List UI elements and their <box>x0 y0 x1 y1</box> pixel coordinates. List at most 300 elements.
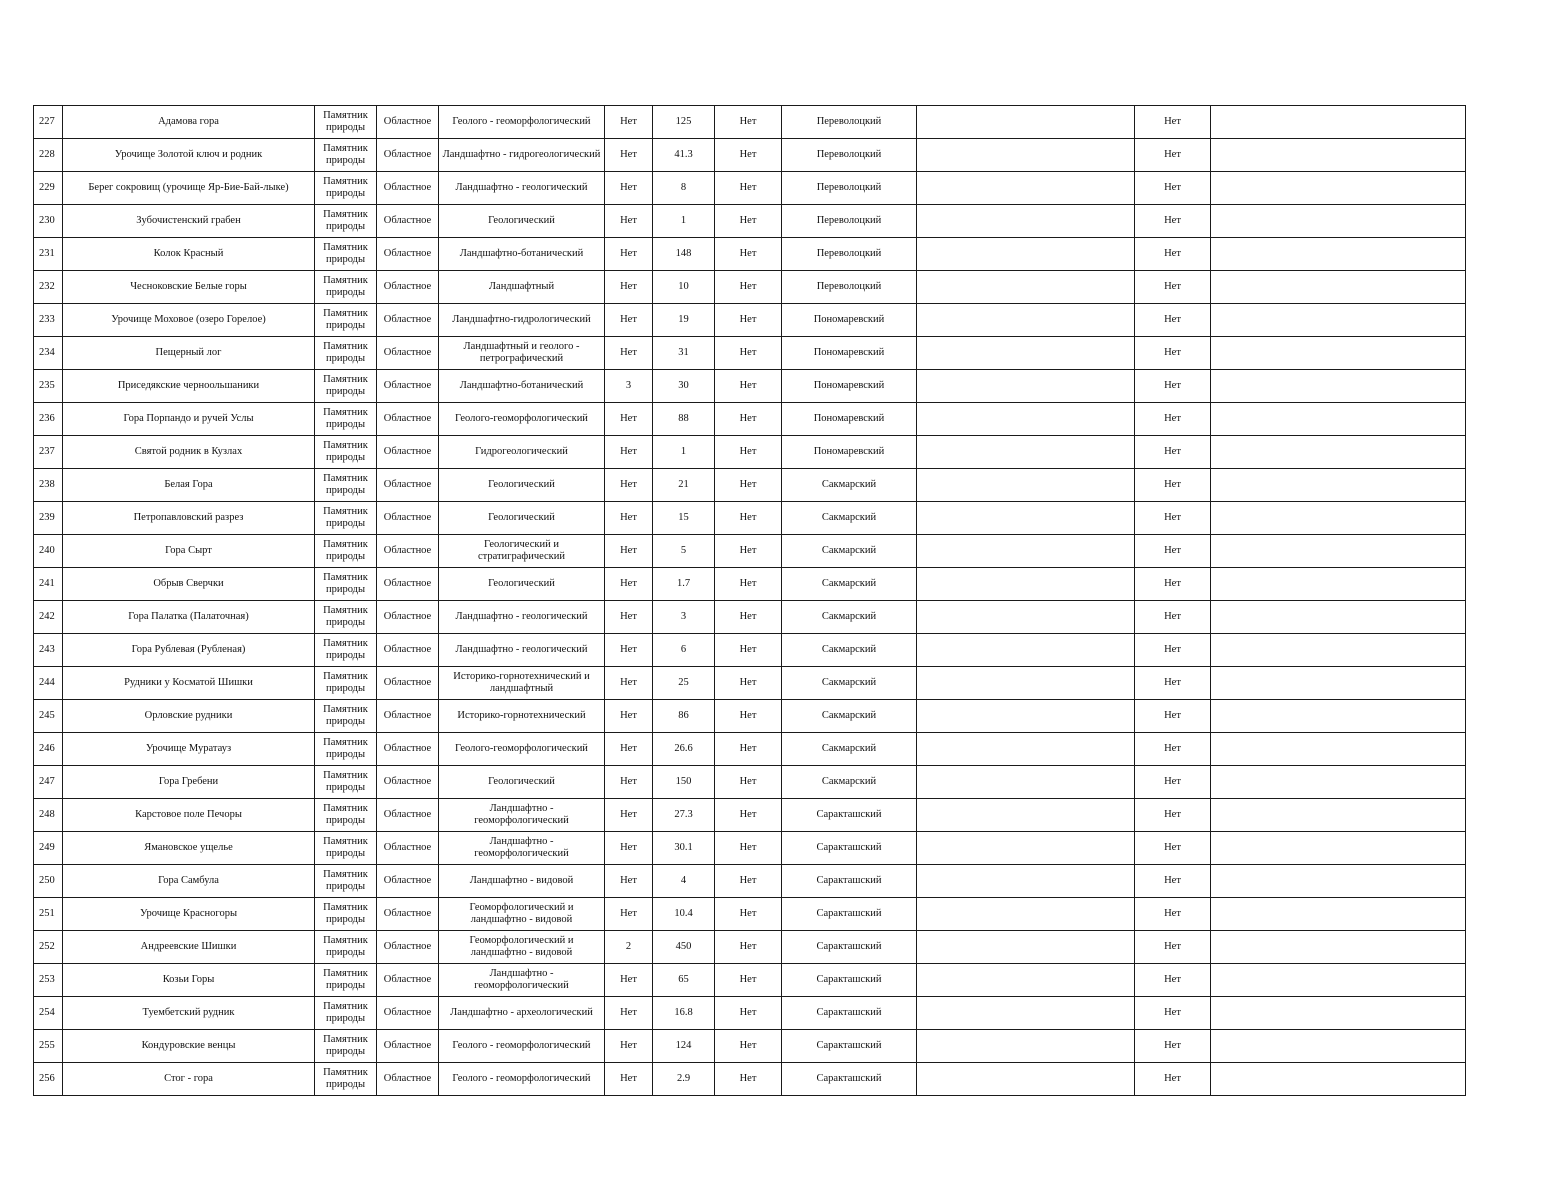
flag-cell: Нет <box>715 898 782 931</box>
flag-cell: Нет <box>715 271 782 304</box>
row-number: 253 <box>34 964 63 997</box>
row-number: 234 <box>34 337 63 370</box>
extra-cell <box>1211 700 1466 733</box>
district-cell: Сакмарский <box>782 634 917 667</box>
area-cell: 150 <box>653 766 715 799</box>
status-cell: Областное <box>377 337 439 370</box>
notes-cell <box>917 106 1135 139</box>
notes-cell <box>917 568 1135 601</box>
table-row <box>34 535 1466 568</box>
notes-cell <box>917 1063 1135 1096</box>
flag-cell: Нет <box>715 436 782 469</box>
flag-cell: Нет <box>715 931 782 964</box>
area-cell: 27.3 <box>653 799 715 832</box>
row-number: 255 <box>34 1030 63 1063</box>
profile-cell: Ландшафтно - видовой <box>439 865 605 898</box>
profile-cell: Ландшафтно - геоморфологический <box>439 964 605 997</box>
monument-name: Козьи Горы <box>63 964 315 997</box>
row-number: 236 <box>34 403 63 436</box>
flag-cell: Нет <box>715 865 782 898</box>
table-row <box>34 766 1466 799</box>
count-cell: Нет <box>605 997 653 1030</box>
category-cell: Памятник природы <box>315 337 377 370</box>
extra-cell <box>1211 931 1466 964</box>
count-cell: Нет <box>605 865 653 898</box>
notes-cell <box>917 469 1135 502</box>
status-flag-cell: Нет <box>1135 370 1211 403</box>
area-cell: 31 <box>653 337 715 370</box>
status-cell: Областное <box>377 931 439 964</box>
status-cell: Областное <box>377 172 439 205</box>
status-flag-cell: Нет <box>1135 271 1211 304</box>
district-cell: Пономаревский <box>782 370 917 403</box>
district-cell: Пономаревский <box>782 304 917 337</box>
category-cell: Памятник природы <box>315 469 377 502</box>
category-cell: Памятник природы <box>315 601 377 634</box>
monument-name: Петропавловский разрез <box>63 502 315 535</box>
category-cell: Памятник природы <box>315 964 377 997</box>
extra-cell <box>1211 964 1466 997</box>
extra-cell <box>1211 898 1466 931</box>
flag-cell: Нет <box>715 634 782 667</box>
monument-name: Туембетский рудник <box>63 997 315 1030</box>
status-cell: Областное <box>377 271 439 304</box>
district-cell: Саракташский <box>782 799 917 832</box>
category-cell: Памятник природы <box>315 766 377 799</box>
status-cell: Областное <box>377 601 439 634</box>
status-cell: Областное <box>377 733 439 766</box>
status-flag-cell: Нет <box>1135 1030 1211 1063</box>
table-row <box>34 1063 1466 1096</box>
category-cell: Памятник природы <box>315 667 377 700</box>
status-cell: Областное <box>377 700 439 733</box>
table-row <box>34 865 1466 898</box>
row-number: 228 <box>34 139 63 172</box>
profile-cell: Геологический <box>439 502 605 535</box>
row-number: 244 <box>34 667 63 700</box>
monument-name: Гора Гребени <box>63 766 315 799</box>
district-cell: Сакмарский <box>782 766 917 799</box>
notes-cell <box>917 799 1135 832</box>
flag-cell: Нет <box>715 766 782 799</box>
table-row <box>34 436 1466 469</box>
status-cell: Областное <box>377 535 439 568</box>
category-cell: Памятник природы <box>315 139 377 172</box>
extra-cell <box>1211 766 1466 799</box>
extra-cell <box>1211 271 1466 304</box>
flag-cell: Нет <box>715 601 782 634</box>
count-cell: Нет <box>605 403 653 436</box>
category-cell: Памятник природы <box>315 997 377 1030</box>
profile-cell: Историко-горнотехнический и ландшафтный <box>439 667 605 700</box>
status-flag-cell: Нет <box>1135 799 1211 832</box>
category-cell: Памятник природы <box>315 106 377 139</box>
row-number: 245 <box>34 700 63 733</box>
table-row <box>34 601 1466 634</box>
status-cell: Областное <box>377 832 439 865</box>
count-cell: Нет <box>605 271 653 304</box>
category-cell: Памятник природы <box>315 1030 377 1063</box>
notes-cell <box>917 997 1135 1030</box>
extra-cell <box>1211 1030 1466 1063</box>
profile-cell: Ландшафтный и геолого - петрографический <box>439 337 605 370</box>
area-cell: 30.1 <box>653 832 715 865</box>
area-cell: 41.3 <box>653 139 715 172</box>
table-row <box>34 832 1466 865</box>
count-cell: Нет <box>605 238 653 271</box>
monument-name: Урочище Золотой ключ и родник <box>63 139 315 172</box>
notes-cell <box>917 832 1135 865</box>
profile-cell: Геолого - геоморфологический <box>439 106 605 139</box>
profile-cell: Ландшафтный <box>439 271 605 304</box>
status-cell: Областное <box>377 799 439 832</box>
flag-cell: Нет <box>715 568 782 601</box>
status-flag-cell: Нет <box>1135 337 1211 370</box>
status-cell: Областное <box>377 667 439 700</box>
monument-name: Пещерный лог <box>63 337 315 370</box>
status-cell: Областное <box>377 469 439 502</box>
status-flag-cell: Нет <box>1135 700 1211 733</box>
row-number: 243 <box>34 634 63 667</box>
extra-cell <box>1211 205 1466 238</box>
count-cell: Нет <box>605 1030 653 1063</box>
table-row <box>34 304 1466 337</box>
category-cell: Памятник природы <box>315 238 377 271</box>
status-flag-cell: Нет <box>1135 469 1211 502</box>
notes-cell <box>917 502 1135 535</box>
district-cell: Сакмарский <box>782 535 917 568</box>
notes-cell <box>917 172 1135 205</box>
count-cell: Нет <box>605 304 653 337</box>
notes-cell <box>917 139 1135 172</box>
row-number: 250 <box>34 865 63 898</box>
monument-name: Кондуровские венцы <box>63 1030 315 1063</box>
monument-name: Рудники у Косматой Шишки <box>63 667 315 700</box>
status-cell: Областное <box>377 403 439 436</box>
notes-cell <box>917 865 1135 898</box>
area-cell: 6 <box>653 634 715 667</box>
area-cell: 2.9 <box>653 1063 715 1096</box>
status-flag-cell: Нет <box>1135 502 1211 535</box>
count-cell: Нет <box>605 535 653 568</box>
count-cell: Нет <box>605 205 653 238</box>
status-flag-cell: Нет <box>1135 568 1211 601</box>
profile-cell: Ландшафтно - геологический <box>439 601 605 634</box>
district-cell: Переволоцкий <box>782 238 917 271</box>
table-row <box>34 337 1466 370</box>
notes-cell <box>917 436 1135 469</box>
extra-cell <box>1211 106 1466 139</box>
profile-cell: Геологический <box>439 568 605 601</box>
table-row <box>34 205 1466 238</box>
table-row <box>34 502 1466 535</box>
status-flag-cell: Нет <box>1135 931 1211 964</box>
notes-cell <box>917 766 1135 799</box>
status-flag-cell: Нет <box>1135 964 1211 997</box>
status-flag-cell: Нет <box>1135 172 1211 205</box>
flag-cell: Нет <box>715 997 782 1030</box>
table-row <box>34 403 1466 436</box>
flag-cell: Нет <box>715 832 782 865</box>
count-cell: Нет <box>605 733 653 766</box>
status-flag-cell: Нет <box>1135 535 1211 568</box>
area-cell: 65 <box>653 964 715 997</box>
extra-cell <box>1211 238 1466 271</box>
category-cell: Памятник природы <box>315 634 377 667</box>
monument-name: Стог - гора <box>63 1063 315 1096</box>
extra-cell <box>1211 799 1466 832</box>
row-number: 230 <box>34 205 63 238</box>
table-row <box>34 370 1466 403</box>
area-cell: 86 <box>653 700 715 733</box>
count-cell: Нет <box>605 700 653 733</box>
category-cell: Памятник природы <box>315 271 377 304</box>
extra-cell <box>1211 634 1466 667</box>
district-cell: Переволоцкий <box>782 106 917 139</box>
extra-cell <box>1211 568 1466 601</box>
row-number: 232 <box>34 271 63 304</box>
table-row <box>34 634 1466 667</box>
category-cell: Памятник природы <box>315 1063 377 1096</box>
monument-name: Зубочистенский грабен <box>63 205 315 238</box>
status-cell: Областное <box>377 502 439 535</box>
district-cell: Сакмарский <box>782 469 917 502</box>
table-row <box>34 1030 1466 1063</box>
count-cell: Нет <box>605 436 653 469</box>
district-cell: Саракташский <box>782 898 917 931</box>
area-cell: 125 <box>653 106 715 139</box>
flag-cell: Нет <box>715 172 782 205</box>
extra-cell <box>1211 733 1466 766</box>
row-number: 242 <box>34 601 63 634</box>
profile-cell: Ландшафтно - археологический <box>439 997 605 1030</box>
flag-cell: Нет <box>715 700 782 733</box>
category-cell: Памятник природы <box>315 931 377 964</box>
status-flag-cell: Нет <box>1135 238 1211 271</box>
table-row <box>34 733 1466 766</box>
notes-cell <box>917 733 1135 766</box>
category-cell: Памятник природы <box>315 535 377 568</box>
flag-cell: Нет <box>715 403 782 436</box>
status-cell: Областное <box>377 997 439 1030</box>
area-cell: 4 <box>653 865 715 898</box>
table-row <box>34 568 1466 601</box>
monument-name: Приседякские черноольшаники <box>63 370 315 403</box>
profile-cell: Ландшафтно - геологический <box>439 634 605 667</box>
category-cell: Памятник природы <box>315 304 377 337</box>
flag-cell: Нет <box>715 337 782 370</box>
table-body <box>34 106 1466 1096</box>
status-flag-cell: Нет <box>1135 304 1211 337</box>
category-cell: Памятник природы <box>315 568 377 601</box>
extra-cell <box>1211 1063 1466 1096</box>
district-cell: Саракташский <box>782 1030 917 1063</box>
notes-cell <box>917 601 1135 634</box>
district-cell: Саракташский <box>782 964 917 997</box>
table-row <box>34 997 1466 1030</box>
profile-cell: Историко-горнотехнический <box>439 700 605 733</box>
profile-cell: Геолого - геоморфологический <box>439 1030 605 1063</box>
area-cell: 26.6 <box>653 733 715 766</box>
notes-cell <box>917 370 1135 403</box>
row-number: 231 <box>34 238 63 271</box>
count-cell: Нет <box>605 337 653 370</box>
district-cell: Переволоцкий <box>782 139 917 172</box>
count-cell: 2 <box>605 931 653 964</box>
status-flag-cell: Нет <box>1135 403 1211 436</box>
status-cell: Областное <box>377 766 439 799</box>
area-cell: 30 <box>653 370 715 403</box>
district-cell: Саракташский <box>782 1063 917 1096</box>
area-cell: 1.7 <box>653 568 715 601</box>
count-cell: Нет <box>605 568 653 601</box>
status-flag-cell: Нет <box>1135 832 1211 865</box>
flag-cell: Нет <box>715 799 782 832</box>
count-cell: Нет <box>605 766 653 799</box>
profile-cell: Геоморфологический и ландшафтно - видовой <box>439 898 605 931</box>
row-number: 246 <box>34 733 63 766</box>
flag-cell: Нет <box>715 964 782 997</box>
row-number: 227 <box>34 106 63 139</box>
monument-name: Ямановское ущелье <box>63 832 315 865</box>
area-cell: 10.4 <box>653 898 715 931</box>
extra-cell <box>1211 535 1466 568</box>
profile-cell: Геолого-геоморфологический <box>439 733 605 766</box>
status-cell: Областное <box>377 1030 439 1063</box>
table-row <box>34 700 1466 733</box>
profile-cell: Ландшафтно - геоморфологический <box>439 832 605 865</box>
monument-name: Святой родник в Кузлах <box>63 436 315 469</box>
monument-name: Урочище Моховое (озеро Горелое) <box>63 304 315 337</box>
notes-cell <box>917 700 1135 733</box>
monument-name: Гора Сырт <box>63 535 315 568</box>
flag-cell: Нет <box>715 139 782 172</box>
category-cell: Памятник природы <box>315 700 377 733</box>
area-cell: 148 <box>653 238 715 271</box>
district-cell: Переволоцкий <box>782 271 917 304</box>
count-cell: Нет <box>605 898 653 931</box>
extra-cell <box>1211 997 1466 1030</box>
status-flag-cell: Нет <box>1135 766 1211 799</box>
district-cell: Переволоцкий <box>782 172 917 205</box>
status-cell: Областное <box>377 898 439 931</box>
notes-cell <box>917 238 1135 271</box>
monument-name: Андреевские Шишки <box>63 931 315 964</box>
table-row <box>34 898 1466 931</box>
extra-cell <box>1211 832 1466 865</box>
table-row <box>34 964 1466 997</box>
profile-cell: Ландшафтно - геоморфологический <box>439 799 605 832</box>
extra-cell <box>1211 865 1466 898</box>
district-cell: Сакмарский <box>782 601 917 634</box>
count-cell: Нет <box>605 799 653 832</box>
status-cell: Областное <box>377 238 439 271</box>
area-cell: 8 <box>653 172 715 205</box>
status-flag-cell: Нет <box>1135 106 1211 139</box>
status-flag-cell: Нет <box>1135 139 1211 172</box>
count-cell: Нет <box>605 502 653 535</box>
status-cell: Областное <box>377 964 439 997</box>
status-cell: Областное <box>377 370 439 403</box>
district-cell: Саракташский <box>782 865 917 898</box>
district-cell: Переволоцкий <box>782 205 917 238</box>
status-cell: Областное <box>377 865 439 898</box>
category-cell: Памятник природы <box>315 205 377 238</box>
extra-cell <box>1211 337 1466 370</box>
status-cell: Областное <box>377 304 439 337</box>
flag-cell: Нет <box>715 238 782 271</box>
notes-cell <box>917 931 1135 964</box>
flag-cell: Нет <box>715 205 782 238</box>
table-row <box>34 271 1466 304</box>
monument-name: Гора Рублевая (Рубленая) <box>63 634 315 667</box>
extra-cell <box>1211 667 1466 700</box>
profile-cell: Геолого-геоморфологический <box>439 403 605 436</box>
profile-cell: Ландшафтно-ботанический <box>439 238 605 271</box>
count-cell: Нет <box>605 601 653 634</box>
profile-cell: Ландшафтно-гидрологический <box>439 304 605 337</box>
flag-cell: Нет <box>715 667 782 700</box>
status-flag-cell: Нет <box>1135 733 1211 766</box>
row-number: 248 <box>34 799 63 832</box>
notes-cell <box>917 304 1135 337</box>
row-number: 256 <box>34 1063 63 1096</box>
area-cell: 88 <box>653 403 715 436</box>
count-cell: Нет <box>605 106 653 139</box>
notes-cell <box>917 337 1135 370</box>
category-cell: Памятник природы <box>315 172 377 205</box>
table-row <box>34 931 1466 964</box>
profile-cell: Ландшафтно - геологический <box>439 172 605 205</box>
row-number: 229 <box>34 172 63 205</box>
district-cell: Сакмарский <box>782 568 917 601</box>
district-cell: Саракташский <box>782 832 917 865</box>
monument-name: Чесноковские Белые горы <box>63 271 315 304</box>
monument-name: Берег сокровищ (урочище Яр-Бие-Бай-лыке) <box>63 172 315 205</box>
area-cell: 21 <box>653 469 715 502</box>
table-row <box>34 106 1466 139</box>
row-number: 241 <box>34 568 63 601</box>
count-cell: 3 <box>605 370 653 403</box>
extra-cell <box>1211 502 1466 535</box>
profile-cell: Геолого - геоморфологический <box>439 1063 605 1096</box>
count-cell: Нет <box>605 667 653 700</box>
category-cell: Памятник природы <box>315 898 377 931</box>
table-row <box>34 667 1466 700</box>
notes-cell <box>917 271 1135 304</box>
notes-cell <box>917 964 1135 997</box>
area-cell: 10 <box>653 271 715 304</box>
count-cell: Нет <box>605 139 653 172</box>
district-cell: Пономаревский <box>782 337 917 370</box>
status-cell: Областное <box>377 1063 439 1096</box>
status-flag-cell: Нет <box>1135 205 1211 238</box>
table-row <box>34 139 1466 172</box>
profile-cell: Геологический <box>439 766 605 799</box>
extra-cell <box>1211 370 1466 403</box>
area-cell: 124 <box>653 1030 715 1063</box>
status-flag-cell: Нет <box>1135 634 1211 667</box>
count-cell: Нет <box>605 1063 653 1096</box>
row-number: 239 <box>34 502 63 535</box>
status-flag-cell: Нет <box>1135 1063 1211 1096</box>
area-cell: 25 <box>653 667 715 700</box>
district-cell: Сакмарский <box>782 667 917 700</box>
row-number: 235 <box>34 370 63 403</box>
monument-name: Гора Самбула <box>63 865 315 898</box>
extra-cell <box>1211 469 1466 502</box>
monument-name: Урочище Муратауз <box>63 733 315 766</box>
